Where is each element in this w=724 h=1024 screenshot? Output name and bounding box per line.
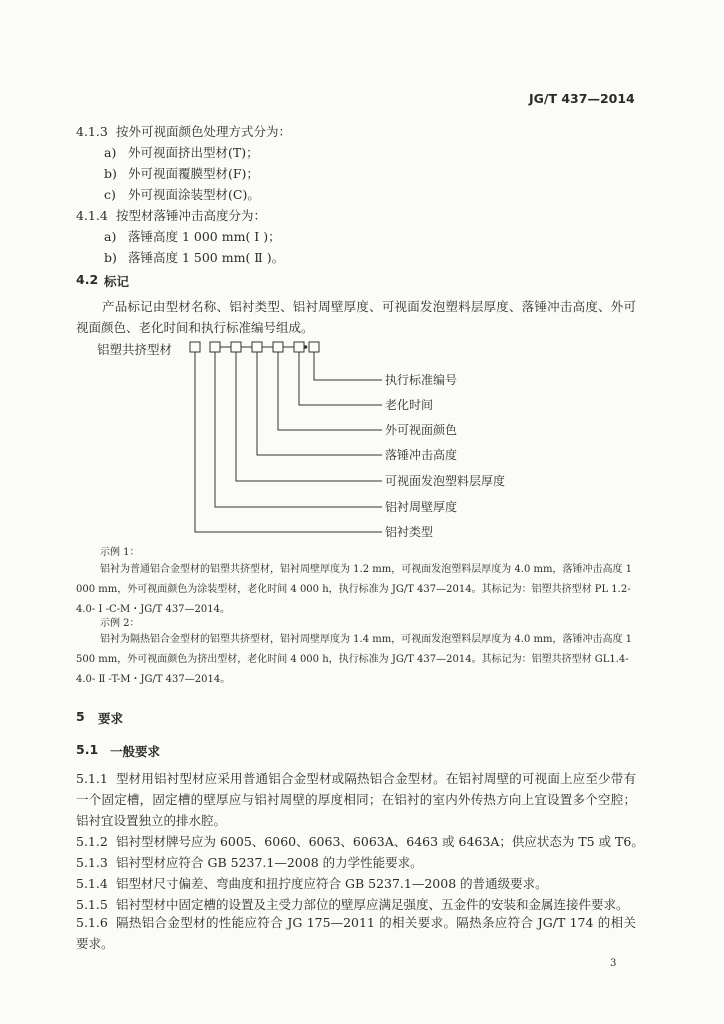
label-impact-height: 落锤冲击高度 — [385, 448, 458, 462]
example-1-text: 铝衬为普通铝合金型材的铝塑共挤型材，铝衬周壁厚度为 1.2 mm，可视面发泡塑料层厚度为 4.0 mm，落锤冲击高度 1 000 mm，外可视面颜色为涂装型材，老化时间 4 000 h，执行标准为 JG/T 437—2014。其标记为：铝塑共挤型材 PL 1.2-4.0- Ⅰ -C-M・JG/T 437—2014。 — [76, 564, 632, 615]
clause-text: 铝衬型材中固定槽的设置及主受力部位的壁厚应满足强度、五金件的安装和金属连接件要求。 — [116, 897, 629, 912]
clause-number: 5.1.3 — [76, 855, 108, 870]
subsection-number: 5.1 — [76, 742, 99, 757]
label-standard-number: 执行标准编号 — [385, 373, 458, 387]
label-wall-thickness: 铝衬周壁厚度 — [385, 500, 458, 514]
clause-text: 铝型材尺寸偏差、弯曲度和扭拧度应符合 GB 5237.1—2008 的普通级要求。 — [116, 876, 548, 891]
list-mark: a) — [104, 145, 117, 160]
label-foam-thickness: 可视面发泡塑料层厚度 — [385, 474, 506, 488]
clause-title: 按型材落锤冲击高度分为： — [116, 208, 267, 223]
standard-number: JG/T 437—2014 — [529, 91, 635, 106]
marking-box — [210, 342, 220, 352]
clause-text: 铝衬型材牌号应为 6005、6060、6063、6063A、6463 或 6463A；供应状态为 T5 或 T6。 — [116, 834, 644, 849]
clause-number: 4.1.3 — [76, 124, 108, 139]
label-aging-time: 老化时间 — [385, 398, 434, 412]
section-title: 要求 — [98, 711, 124, 726]
marking-box — [190, 342, 200, 352]
list-item: 外可视面涂装型材(C)。 — [128, 187, 260, 202]
product-name: 铝塑共挤型材 — [97, 342, 173, 357]
example-1-title: 示例 1： — [100, 547, 140, 558]
example-2-text: 铝衬为隔热铝合金型材的铝塑共挤型材，铝衬周壁厚度为 1.4 mm，可视面发泡塑料层厚度为 4.0 mm，落锤冲击高度 1 500 mm，外可视面颜色为挤出型材，老化时间 4 000 h，执行标准为 JG/T 437—2014。其标记为：铝塑共挤型材 GL1.4-4.0- Ⅱ -T-M・JG/T 437—2014。 — [76, 634, 632, 685]
label-outer-color: 外可视面颜色 — [385, 423, 458, 437]
marking-box — [294, 342, 304, 352]
list-item: 落锤高度 1 500 mm( Ⅱ )。 — [128, 250, 285, 265]
marking-intro: 产品标记由型材名称、铝衬类型、铝衬周壁厚度、可视面发泡塑料层厚度、落锤冲击高度、外可视面颜色、老化时间和执行标准编号组成。 — [76, 299, 636, 335]
marking-box — [309, 342, 319, 352]
clause-title: 按外可视面颜色处理方式分为： — [116, 124, 292, 139]
list-mark: b) — [104, 166, 117, 181]
clause-number: 5.1.5 — [76, 897, 108, 912]
list-mark: a) — [104, 229, 117, 244]
clause-number: 5.1.4 — [76, 876, 108, 891]
subsection-title: 一般要求 — [110, 744, 161, 759]
marking-box — [252, 342, 262, 352]
clause-text: 隔热铝合金型材的性能应符合 JG 175—2011 的相关要求。隔热条应符合 JG/T 174 的相关要求。 — [76, 915, 636, 951]
clause-number: 5.1.2 — [76, 834, 108, 849]
list-item: 落锤高度 1 000 mm( Ⅰ )； — [128, 229, 281, 244]
marking-box — [273, 342, 283, 352]
section-number: 4.2 — [76, 272, 99, 287]
clause-number: 5.1.1 — [76, 771, 108, 786]
label-lining-type: 铝衬类型 — [385, 525, 434, 539]
page-number: 3 — [610, 958, 617, 969]
clause-number: 5.1.6 — [76, 915, 108, 930]
example-2-title: 示例 2： — [100, 618, 140, 629]
section-title: 标记 — [104, 274, 130, 289]
clause-number: 4.1.4 — [76, 208, 108, 223]
clause-text: 型材用铝衬型材应采用普通铝合金型材或隔热铝合金型材。在铝衬周壁的可视面上应至少带有一个固定槽，固定槽的壁厚应与铝衬周壁的厚度相同；在铝衬的室内外传热方向上宜设置多个空腔；铝衬宜设置独立的排水腔。 — [76, 771, 636, 828]
list-mark: c) — [104, 187, 116, 202]
list-mark: b) — [104, 250, 117, 265]
list-item: 外可视面挤出型材(T)； — [128, 145, 259, 160]
marking-box — [231, 342, 241, 352]
clause-text: 铝衬型材应符合 GB 5237.1—2008 的力学性能要求。 — [116, 855, 423, 870]
section-number: 5 — [76, 709, 85, 724]
list-item: 外可视面覆膜型材(F)； — [128, 166, 259, 181]
